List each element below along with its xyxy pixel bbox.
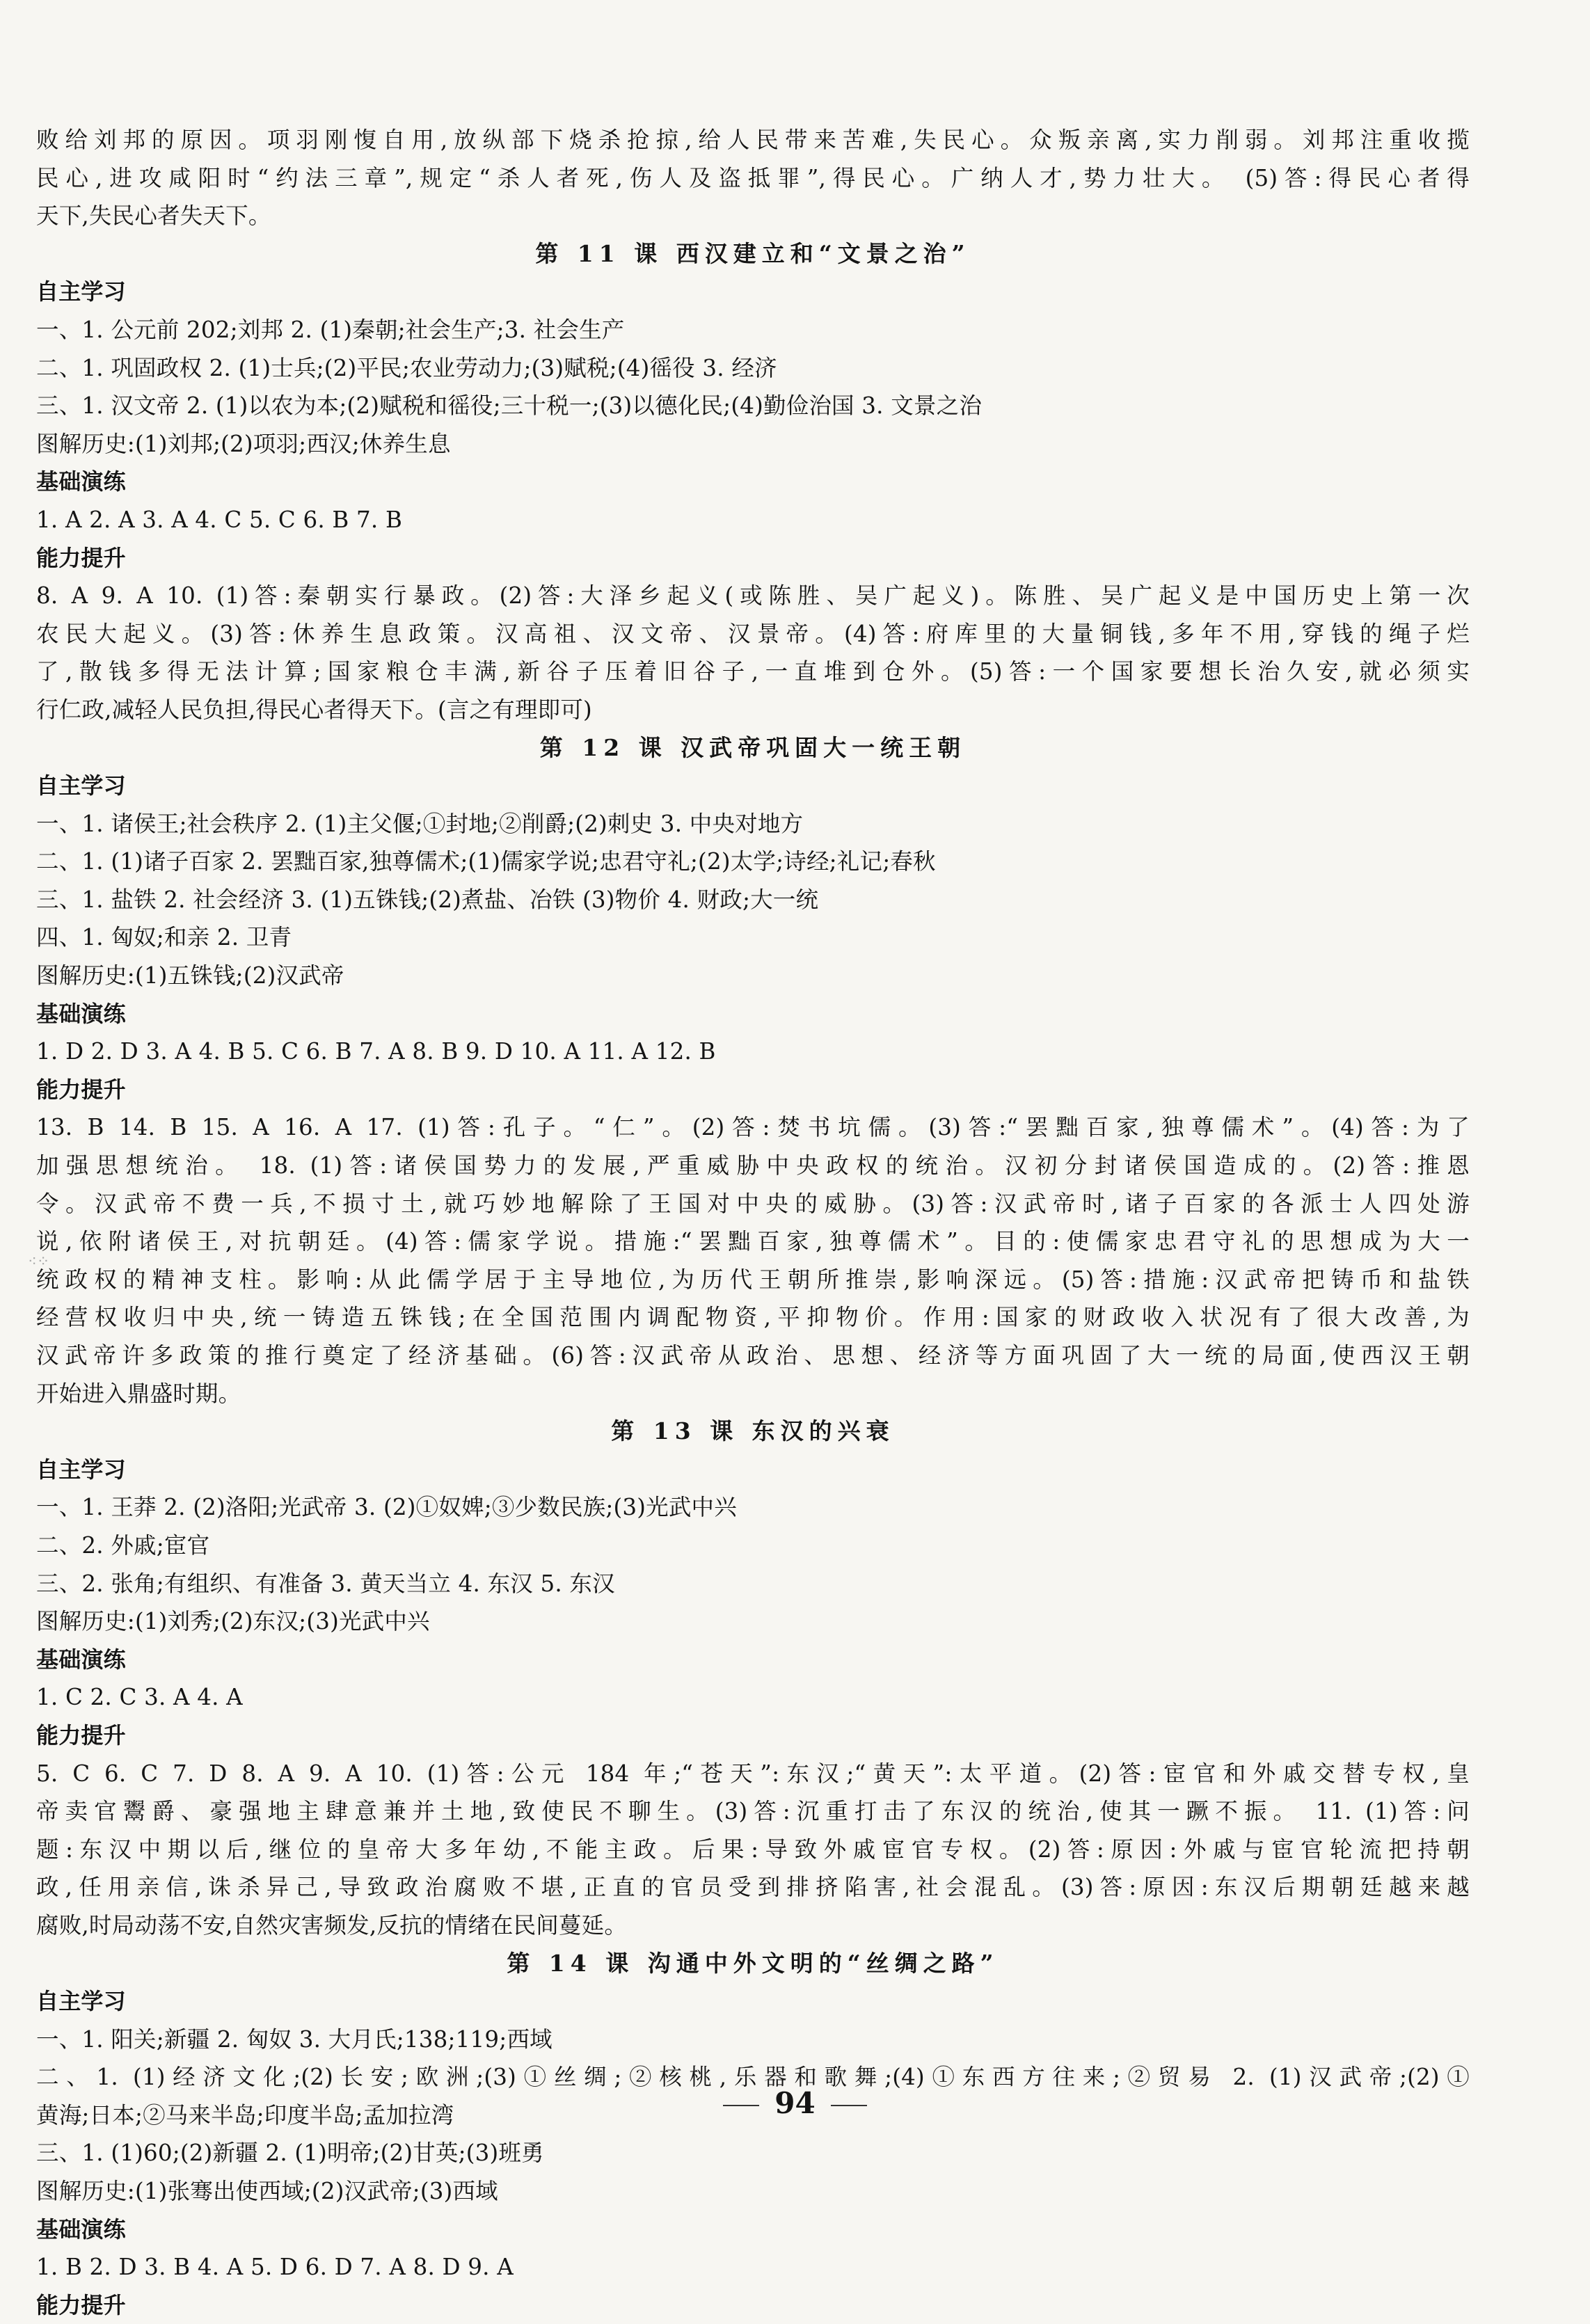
section-heading: 自主学习 <box>36 1988 126 2015</box>
lesson-title: 第 12 课 汉武帝巩固大一统王朝 <box>539 733 967 761</box>
answer-line: 13. B 14. B 15. A 16. A 17. (1)答:孔子。“仁”。(2)答:焚书坑儒。(3)答:“罢黜百家,独尊儒术”。(4)答:为了 <box>36 1114 1470 1141</box>
answer-line: 题:东汉中期以后,继位的皇帝大多年幼,不能主政。后果:导致外戚宦官专权。(2)答:原因:外戚与宦官轮流把持朝 <box>36 1836 1470 1863</box>
section-heading: 基础演练 <box>36 1646 126 1673</box>
answer-line: 败给刘邦的原因。项羽刚愎自用,放纵部下烧杀抢掠,给人民带来苦难,失民心。众叛亲离,实力削弱。刘邦注重收揽 <box>36 127 1470 153</box>
section-heading: 基础演练 <box>36 1000 126 1027</box>
answer-line: 天下,失民心者失天下。 <box>36 202 271 230</box>
answer-line: 5. C 6. C 7. D 8. A 9. A 10. (1)答:公元 184 年;“苍天”:东汉;“黄天”:太平道。(2)答:宦官和外戚交替专权,皇 <box>36 1760 1470 1787</box>
lesson-title: 第 11 课 西汉建立和“文景之治” <box>535 239 971 267</box>
answer-line: 8. A 9. A 10. (1)答:秦朝实行暴政。(2)答:大泽乡起义(或陈胜、吴广起义)。陈胜、吴广起义是中国历史上第一次 <box>36 582 1470 610</box>
answer-line: 民心,进攻咸阳时“约法三章”,规定“杀人者死,伤人及盗抵罪”,得民心。广纳人才,势力壮大。 (5)答:得民心者得 <box>36 164 1470 191</box>
answer-line: 一、1. 阳关;新疆 2. 匈奴 3. 大月氏;138;119;西域 <box>36 2025 552 2053</box>
answer-line: 经营权收归中央,统一铸造五铢钱;在全国范围内调配物资,平抑物价。作用:国家的财政收入状况有了很大改善,为 <box>36 1304 1470 1331</box>
answer-line: 三、1. 汉文帝 2. (1)以农为本;(2)赋税和徭役;三十税一;(3)以德化民;(4)勤俭治国 3. 文景之治 <box>36 392 983 420</box>
answer-line: 行仁政,减轻人民负担,得民心者得天下。(言之有理即可) <box>36 696 592 723</box>
page-number-dash-right <box>831 2105 867 2106</box>
answer-line: 图解历史:(1)五铢钱;(2)汉武帝 <box>36 962 344 989</box>
answer-line: 了,散钱多得无法计算;国家粮仓丰满,新谷子压着旧谷子,一直堆到仓外。(5)答:一个国家要想长治久安,就必须实 <box>36 658 1470 685</box>
page-number-dash-left <box>723 2105 759 2106</box>
answer-line: 统政权的精神支柱。影响:从此儒学居于主导地位,为历代王朝所推崇,影响深远。(5)答:措施:汉武帝把铸币和盐铁 <box>36 1266 1470 1293</box>
answer-line: 二、2. 外戚;宦官 <box>36 1531 210 1559</box>
answer-line: 1. D 2. D 3. A 4. B 5. C 6. B 7. A 8. B 9. D 10. A 11. A 12. B <box>36 1038 716 1065</box>
answer-line: 腐败,时局动荡不安,自然灾害频发,反抗的情绪在民间蔓延。 <box>36 1911 628 1939</box>
answer-line: 说,依附诸侯王,对抗朝廷。(4)答:儒家学说。措施:“罢黜百家,独尊儒术”。目的:使儒家忠君守礼的思想成为大一 <box>36 1228 1470 1255</box>
answer-line: 三、1. (1)60;(2)新疆 2. (1)明帝;(2)甘英;(3)班勇 <box>36 2140 544 2167</box>
answer-line: 1. C 2. C 3. A 4. A <box>36 1684 243 1711</box>
answer-line: 一、1. 王莽 2. (2)洛阳;光武帝 3. (2)①奴婢;③少数民族;(3)光武中兴 <box>36 1494 737 1521</box>
section-heading: 能力提升 <box>36 544 126 571</box>
answer-line: 二、1. (1)经济文化;(2)长安;欧洲;(3)①丝绸;②核桃,乐器和歌舞;(4)①东西方往来;②贸易 2. (1)汉武帝;(2)① <box>36 2064 1470 2091</box>
answer-line: 令。汉武帝不费一兵,不损寸土,就巧妙地解除了王国对中央的威胁。(3)答:汉武帝时,诸子百家的各派士人四处游 <box>36 1190 1470 1217</box>
answer-line: 开始进入鼎盛时期。 <box>36 1380 241 1407</box>
answer-line: 1. B 2. D 3. B 4. A 5. D 6. D 7. A 8. D 9. A <box>36 2254 514 2281</box>
lesson-title: 第 14 课 沟通中外文明的“丝绸之路” <box>507 1949 999 1977</box>
answer-line: 图解历史:(1)刘秀;(2)东汉;(3)光武中兴 <box>36 1608 430 1635</box>
answer-line: 图解历史:(1)刘邦;(2)项羽;西汉;休养生息 <box>36 430 451 457</box>
lesson-title: 第 13 课 东汉的兴衰 <box>611 1417 895 1445</box>
answer-line: 二、1. 巩固政权 2. (1)士兵;(2)平民;农业劳动力;(3)赋税;(4)徭役 3. 经济 <box>36 354 777 381</box>
section-heading: 能力提升 <box>36 1721 126 1749</box>
answer-line: 农民大起义。(3)答:休养生息政策。汉高祖、汉文帝、汉景帝。(4)答:府库里的大量铜钱,多年不用,穿钱的绳子烂 <box>36 620 1470 647</box>
answer-line: 帝卖官鬻爵、豪强地主肆意兼并土地,致使民不聊生。(3)答:沉重打击了东汉的统治,使其一蹶不振。 11. (1)答:问 <box>36 1798 1470 1825</box>
answer-line: 黄海;日本;②马来半岛;印度半岛;孟加拉湾 <box>36 2101 454 2128</box>
section-heading: 自主学习 <box>36 278 126 305</box>
answer-line: 图解历史:(1)张骞出使西域;(2)汉武帝;(3)西域 <box>36 2178 498 2205</box>
answer-line: 1. A 2. A 3. A 4. C 5. C 6. B 7. B <box>36 506 403 533</box>
answer-line: 汉武帝许多政策的推行奠定了经济基础。(6)答:汉武帝从政治、思想、经济等方面巩固了大一统的局面,使西汉王朝 <box>36 1342 1470 1369</box>
answer-line: 加强思想统治。 18. (1)答:诸侯国势力的发展,严重威胁中央政权的统治。汉初分封诸侯国造成的。(2)答:推恩 <box>36 1152 1470 1179</box>
answer-line: 政,任用亲信,诛杀异己,导致政治腐败不堪,正直的官员受到排挤陷害,社会混乱。(3)答:原因:东汉后期朝廷越来越 <box>36 1874 1470 1901</box>
answer-line: 一、1. 诸侯王;社会秩序 2. (1)主父偃;①封地;②削爵;(2)刺史 3. 中央对地方 <box>36 810 804 837</box>
section-heading: 自主学习 <box>36 1456 126 1483</box>
page-content <box>36 121 1470 2324</box>
section-heading: 能力提升 <box>36 2291 126 2318</box>
section-heading: 基础演练 <box>36 2215 126 2243</box>
section-heading: 能力提升 <box>36 1076 126 1103</box>
answer-line: 三、1. 盐铁 2. 社会经济 3. (1)五铢钱;(2)煮盐、冶铁 (3)物价 4. 财政;大一统 <box>36 886 819 913</box>
answer-line: 三、2. 张角;有组织、有准备 3. 黄天当立 4. 东汉 5. 东汉 <box>36 1570 615 1597</box>
answer-line: 二、1. (1)诸子百家 2. 罢黜百家,独尊儒术;(1)儒家学说;忠君守礼;(2)太学;诗经;礼记;春秋 <box>36 848 936 875</box>
page-number-text: 94 <box>774 2086 816 2120</box>
answer-line: 四、1. 匈奴;和亲 2. 卫青 <box>36 924 292 951</box>
answer-line: 一、1. 公元前 202;刘邦 2. (1)秦朝;社会生产;3. 社会生产 <box>36 316 625 343</box>
page-number <box>0 2086 1590 2121</box>
section-heading: 自主学习 <box>36 772 126 799</box>
section-heading: 基础演练 <box>36 468 126 495</box>
margin-smudge: ⁖⁘ <box>28 1253 50 1271</box>
